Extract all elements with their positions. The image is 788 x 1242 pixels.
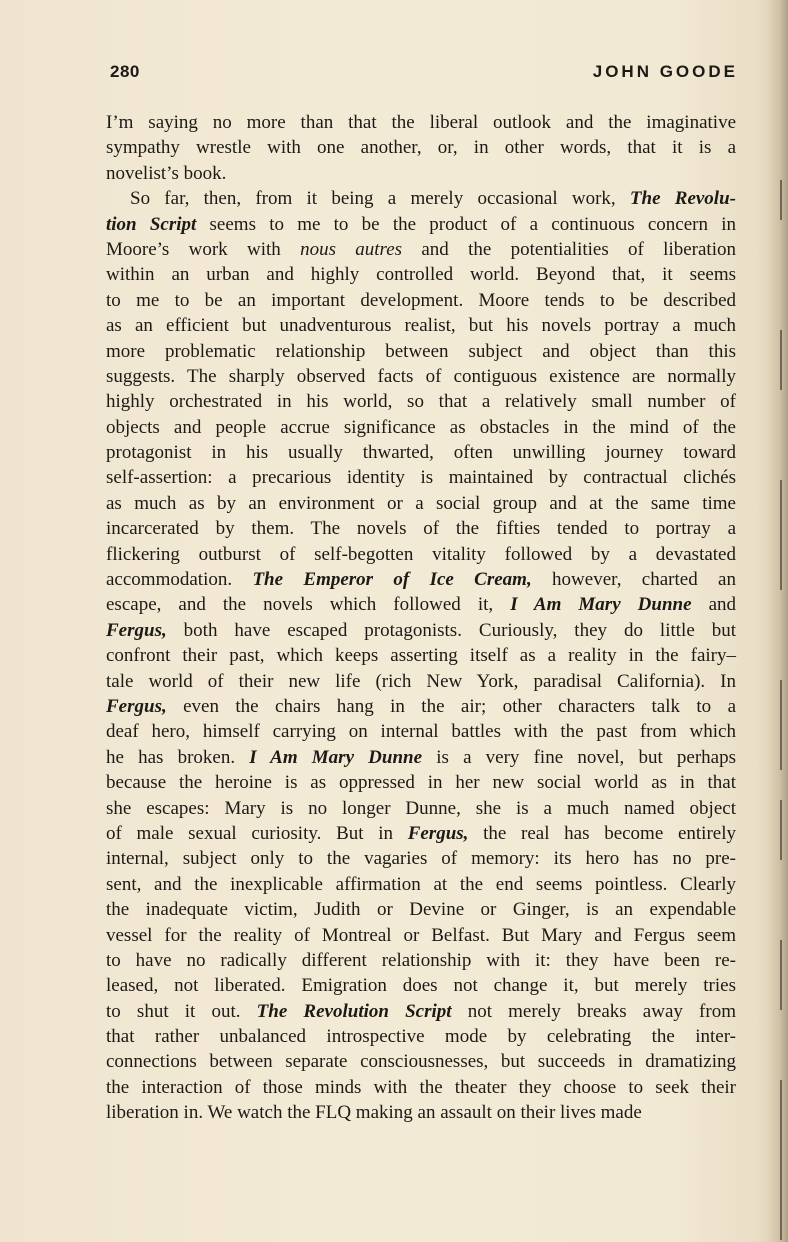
text-run: seems to me to be the product of a continuous concern in <box>196 213 737 235</box>
text-line <box>106 491 736 516</box>
text-line <box>106 719 736 744</box>
text-line <box>106 948 736 973</box>
text-run: tale world of their new life (rich New York, paradisal California). In <box>106 670 736 692</box>
text-run: she escapes: Mary is no longer Dunne, she is a much named object <box>106 797 736 819</box>
text-run: accommodation. <box>106 569 253 591</box>
text-line <box>106 973 736 998</box>
text-run: is a very fine novel, but perhaps <box>422 746 737 768</box>
text-run: within an urban and highly controlled world. Beyond that, it seems <box>106 264 736 286</box>
text-run: the real has become entirely <box>468 822 736 844</box>
spine-mark <box>780 1080 782 1240</box>
running-head: JOHN GOODE <box>592 62 738 81</box>
text-run: protagonist in his usually thwarted, often unwilling journey toward <box>106 442 736 464</box>
text-line <box>106 389 736 414</box>
text-run: liberation in. We watch the FLQ making an assault on their lives made <box>106 1102 642 1124</box>
text-line <box>106 618 736 643</box>
text-run: objects and people accrue significance as obstacles in the mind of the <box>106 416 736 438</box>
page-number: 280 <box>110 62 140 81</box>
text-line <box>106 999 736 1024</box>
spine-mark <box>780 180 782 220</box>
italic-title: Fergus, <box>106 695 167 717</box>
text-line <box>106 745 736 770</box>
text-run: even the chairs hang in the air; other characters talk to a <box>166 695 736 717</box>
text-line <box>106 465 736 490</box>
text-run: Moore’s work with <box>106 238 301 260</box>
text-line <box>106 643 736 668</box>
text-line <box>106 1075 736 1100</box>
page-spine-edge <box>766 0 788 1242</box>
text-run: sent, and the inexplicable affirmation at the end seems pointless. Clearly <box>106 873 736 895</box>
body-text <box>106 110 736 1126</box>
text-run: he has broken. <box>106 746 250 768</box>
text-line <box>106 542 736 567</box>
text-line <box>106 796 736 821</box>
text-run: the interaction of those minds with the theater they choose to seek their <box>106 1076 736 1098</box>
text-run: internal, subject only to the vagaries of memory: its hero has no pre- <box>106 848 736 870</box>
italic-title: I Am Mary Dunne <box>249 746 423 768</box>
text-run: highly orchestrated in his world, so that a relatively small number of <box>106 391 736 413</box>
text-line <box>106 872 736 897</box>
text-run: because the heroine is as oppressed in her new social world as in that <box>106 772 736 794</box>
text-run: as much as by an environment or a social group and at the same time <box>106 492 736 514</box>
text-run: suggests. The sharply observed facts of contiguous existence are normally <box>106 365 736 387</box>
text-run: however, charted an <box>531 569 736 591</box>
text-run: and the potentialities of liberation <box>402 238 736 260</box>
text-line <box>106 669 736 694</box>
text-run: to me to be an important development. Moore tends to be described <box>106 289 736 311</box>
text-line <box>106 237 736 262</box>
text-run: sympathy wrestle with one another, or, in other words, that it is a <box>106 137 736 159</box>
text-run: flickering outburst of self-begotten vitality followed by a devastated <box>106 543 736 565</box>
text-line <box>106 592 736 617</box>
text-run: as an efficient but unadventurous realist, but his novels portray a much <box>106 315 736 337</box>
text-line <box>106 1049 736 1074</box>
text-run: confront their past, which keeps asserting itself as a reality in the fairy– <box>106 645 736 667</box>
text-run: both have escaped protagonists. Curiously, they do little but <box>166 619 736 641</box>
text-line <box>106 110 736 135</box>
text-line <box>106 770 736 795</box>
italic-title: I Am Mary Dunne <box>510 594 692 616</box>
spine-mark <box>780 480 782 590</box>
text-line <box>106 135 736 160</box>
text-line <box>106 1100 736 1125</box>
text-run: vessel for the reality of Montreal or Belfast. But Mary and Fergus seem <box>106 924 736 946</box>
text-run: deaf hero, himself carrying on internal battles with the past from which <box>106 721 736 743</box>
text-run: that rather unbalanced introspective mode by celebrating the inter- <box>106 1026 736 1048</box>
spine-mark <box>780 800 782 860</box>
text-line <box>106 415 736 440</box>
text-line <box>106 516 736 541</box>
text-run: leased, not liberated. Emigration does not change it, but merely tries <box>106 975 736 997</box>
text-run: to shut it out. <box>106 1000 257 1022</box>
text-line <box>106 161 736 186</box>
spine-mark <box>780 330 782 390</box>
text-run: novelist’s book. <box>106 162 227 184</box>
text-line <box>106 846 736 871</box>
italic-title: Fergus, <box>407 822 469 844</box>
spine-mark <box>780 680 782 770</box>
text-line <box>106 339 736 364</box>
text-line <box>106 821 736 846</box>
italic-title: Fergus, <box>106 619 167 641</box>
text-run: So far, then, from it being a merely occasional work, <box>130 188 630 210</box>
italic-title: The Emperor of Ice Cream, <box>252 569 532 591</box>
text-run: not merely breaks away from <box>451 1000 736 1022</box>
text-line <box>106 440 736 465</box>
italic-title: The Revolution Script <box>256 1000 452 1022</box>
text-run: escape, and the novels which followed it, <box>106 594 511 616</box>
text-line <box>106 694 736 719</box>
text-line <box>106 212 736 237</box>
text-run: self-assertion: a precarious identity is maintained by contractual clichés <box>106 467 736 489</box>
text-run: to have no radically different relationship with it: they have been re- <box>106 949 736 971</box>
text-run: more problematic relationship between subject and object than this <box>106 340 736 362</box>
text-run: I’m saying no more than that the liberal outlook and the imaginative <box>106 112 736 133</box>
italic-title: nous autres <box>300 238 403 260</box>
text-line <box>106 923 736 948</box>
text-line <box>106 186 736 211</box>
text-line <box>106 1024 736 1049</box>
text-line <box>106 262 736 287</box>
spine-mark <box>780 940 782 1010</box>
text-run: incarcerated by them. The novels of the fifties tended to portray a <box>106 518 736 540</box>
text-run: connections between separate consciousnesses, but succeeds in dramatizing <box>106 1051 736 1073</box>
page-header <box>106 62 738 88</box>
text-line <box>106 364 736 389</box>
text-run: of male sexual curiosity. But in <box>106 822 408 844</box>
text-line <box>106 897 736 922</box>
italic-title: The Revolu- <box>629 188 736 210</box>
text-line <box>106 567 736 592</box>
text-line <box>106 288 736 313</box>
text-run: the inadequate victim, Judith or Devine or Ginger, is an expendable <box>106 899 736 921</box>
italic-title: tion Script <box>106 213 197 235</box>
text-line <box>106 313 736 338</box>
text-run: and <box>691 594 737 616</box>
